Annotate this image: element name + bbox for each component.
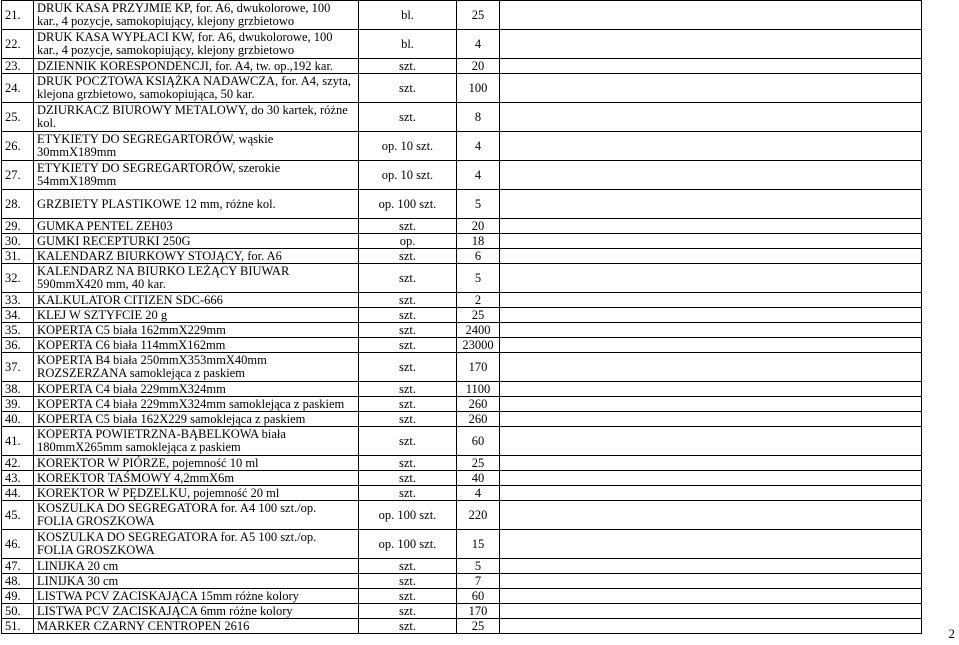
- item-quantity: 4: [457, 486, 500, 501]
- item-name: KLEJ W SZTYFCIE 20 g: [34, 308, 359, 323]
- item-name: KOPERTA C5 biała 162mmX229mm: [34, 323, 359, 338]
- item-name: KOREKTOR W PIÓRZE, pojemność 10 ml: [34, 456, 359, 471]
- row-number: 49.: [2, 589, 34, 604]
- empty-cell: [500, 30, 922, 59]
- item-name: ETYKIETY DO SEGREGARTORÓW, wąskie 30mmX189mm: [34, 132, 359, 161]
- item-unit: szt.: [359, 249, 457, 264]
- empty-cell: [500, 132, 922, 161]
- item-name: LISTWA PCV ZACISKAJĄCA 6mm różne kolory: [34, 604, 359, 619]
- row-number: 31.: [2, 249, 34, 264]
- item-unit: bl.: [359, 30, 457, 59]
- row-number: 36.: [2, 338, 34, 353]
- empty-cell: [500, 427, 922, 456]
- empty-cell: [500, 338, 922, 353]
- table-row: [2, 161, 922, 190]
- table-row: [2, 619, 922, 634]
- empty-cell: [500, 559, 922, 574]
- item-unit: szt.: [359, 619, 457, 634]
- row-number: 44.: [2, 486, 34, 501]
- item-quantity: 4: [457, 161, 500, 190]
- item-name: KOPERTA POWIETRZNA-BĄBELKOWA biała 180mmX265mm samoklejąca z paskiem: [34, 427, 359, 456]
- item-unit: szt.: [359, 219, 457, 234]
- table-row: [2, 264, 922, 293]
- table-row: [2, 501, 922, 530]
- item-unit: szt.: [359, 338, 457, 353]
- table-row: [2, 190, 922, 219]
- item-unit: szt.: [359, 103, 457, 132]
- item-name: KOSZULKA DO SEGREGATORA for. A4 100 szt./op. FOLIA GROSZKOWA: [34, 501, 359, 530]
- row-number: 23.: [2, 59, 34, 74]
- row-number: 22.: [2, 30, 34, 59]
- item-name: ETYKIETY DO SEGREGARTORÓW, szerokie 54mmX189mm: [34, 161, 359, 190]
- item-quantity: 220: [457, 501, 500, 530]
- table-row: [2, 30, 922, 59]
- table-row: [2, 382, 922, 397]
- item-unit: szt.: [359, 456, 457, 471]
- item-unit: szt.: [359, 353, 457, 382]
- item-unit: szt.: [359, 574, 457, 589]
- row-number: 27.: [2, 161, 34, 190]
- item-unit: op. 10 szt.: [359, 161, 457, 190]
- item-quantity: 25: [457, 308, 500, 323]
- table-row: [2, 397, 922, 412]
- item-quantity: 23000: [457, 338, 500, 353]
- table-row: [2, 59, 922, 74]
- item-name: LISTWA PCV ZACISKAJĄCA 15mm różne kolory: [34, 589, 359, 604]
- item-quantity: 8: [457, 103, 500, 132]
- item-unit: szt.: [359, 323, 457, 338]
- item-unit: op. 100 szt.: [359, 530, 457, 559]
- empty-cell: [500, 190, 922, 219]
- empty-cell: [500, 574, 922, 589]
- row-number: 43.: [2, 471, 34, 486]
- row-number: 48.: [2, 574, 34, 589]
- item-name: DZIENNIK KORESPONDENCJI, for. A4, tw. op.,192 kar.: [34, 59, 359, 74]
- empty-cell: [500, 589, 922, 604]
- table-row: [2, 471, 922, 486]
- item-name: KOSZULKA DO SEGREGATORA for. A5 100 szt./op. FOLIA GROSZKOWA: [34, 530, 359, 559]
- item-quantity: 60: [457, 589, 500, 604]
- empty-cell: [500, 456, 922, 471]
- item-unit: szt.: [359, 427, 457, 456]
- empty-cell: [500, 249, 922, 264]
- row-number: 42.: [2, 456, 34, 471]
- item-unit: szt.: [359, 59, 457, 74]
- row-number: 34.: [2, 308, 34, 323]
- row-number: 29.: [2, 219, 34, 234]
- item-quantity: 260: [457, 397, 500, 412]
- row-number: 39.: [2, 397, 34, 412]
- item-quantity: 1100: [457, 382, 500, 397]
- item-name: MARKER CZARNY CENTROPEN 2616: [34, 619, 359, 634]
- item-quantity: 25: [457, 1, 500, 30]
- item-quantity: 2400: [457, 323, 500, 338]
- empty-cell: [500, 74, 922, 103]
- empty-cell: [500, 397, 922, 412]
- table-row: [2, 353, 922, 382]
- item-quantity: 4: [457, 30, 500, 59]
- item-unit: szt.: [359, 589, 457, 604]
- item-name: KALENDARZ BIURKOWY STOJĄCY, for. A6: [34, 249, 359, 264]
- empty-cell: [500, 471, 922, 486]
- item-name: GUMKA PENTEL ZEH03: [34, 219, 359, 234]
- empty-cell: [500, 234, 922, 249]
- item-quantity: 4: [457, 132, 500, 161]
- table-row: [2, 132, 922, 161]
- item-quantity: 260: [457, 412, 500, 427]
- table-row: [2, 308, 922, 323]
- item-quantity: 100: [457, 74, 500, 103]
- empty-cell: [500, 323, 922, 338]
- item-unit: szt.: [359, 412, 457, 427]
- row-number: 38.: [2, 382, 34, 397]
- item-quantity: 40: [457, 471, 500, 486]
- item-quantity: 25: [457, 456, 500, 471]
- item-unit: op. 10 szt.: [359, 132, 457, 161]
- item-quantity: 7: [457, 574, 500, 589]
- page-number: 2: [948, 626, 955, 641]
- item-name: DRUK KASA PRZYJMIE KP, for. A6, dwukolorowe, 100 kar., 4 pozycje, samokopiujący, klejony grzbietowo: [34, 1, 359, 30]
- empty-cell: [500, 59, 922, 74]
- row-number: 24.: [2, 74, 34, 103]
- item-unit: op.: [359, 234, 457, 249]
- item-quantity: 20: [457, 219, 500, 234]
- item-name: KOPERTA C5 biała 162X229 samoklejąca z paskiem: [34, 412, 359, 427]
- item-quantity: 5: [457, 559, 500, 574]
- table-row: [2, 604, 922, 619]
- table-row: [2, 338, 922, 353]
- item-unit: szt.: [359, 74, 457, 103]
- empty-cell: [500, 219, 922, 234]
- empty-cell: [500, 530, 922, 559]
- item-name: DZIURKACZ BIUROWY METALOWY, do 30 kartek, różne kol.: [34, 103, 359, 132]
- empty-cell: [500, 382, 922, 397]
- table-row: [2, 589, 922, 604]
- item-quantity: 20: [457, 59, 500, 74]
- item-unit: szt.: [359, 559, 457, 574]
- item-quantity: 5: [457, 264, 500, 293]
- empty-cell: [500, 501, 922, 530]
- table-row: [2, 574, 922, 589]
- item-name: GUMKI RECEPTURKI 250G: [34, 234, 359, 249]
- row-number: 50.: [2, 604, 34, 619]
- item-unit: szt.: [359, 308, 457, 323]
- item-name: DRUK KASA WYPŁACI KW, for. A6, dwukolorowe, 100 kar., 4 pozycje, samokopiujący, klejony grzbietowo: [34, 30, 359, 59]
- item-quantity: 15: [457, 530, 500, 559]
- row-number: 46.: [2, 530, 34, 559]
- item-unit: szt.: [359, 264, 457, 293]
- empty-cell: [500, 412, 922, 427]
- item-quantity: 18: [457, 234, 500, 249]
- item-name: LINIJKA 30 cm: [34, 574, 359, 589]
- empty-cell: [500, 353, 922, 382]
- row-number: 28.: [2, 190, 34, 219]
- item-unit: op. 100 szt.: [359, 190, 457, 219]
- row-number: 25.: [2, 103, 34, 132]
- item-name: GRZBIETY PLASTIKOWE 12 mm, różne kol.: [34, 190, 359, 219]
- empty-cell: [500, 486, 922, 501]
- table-row: [2, 559, 922, 574]
- table-row: [2, 219, 922, 234]
- empty-cell: [500, 308, 922, 323]
- item-name: KALKULATOR CITIZEN SDC-666: [34, 293, 359, 308]
- item-unit: bl.: [359, 1, 457, 30]
- table-row: [2, 486, 922, 501]
- item-name: KOREKTOR W PĘDZELKU, pojemność 20 ml: [34, 486, 359, 501]
- row-number: 30.: [2, 234, 34, 249]
- items-table: [1, 0, 922, 634]
- item-unit: szt.: [359, 471, 457, 486]
- empty-cell: [500, 604, 922, 619]
- item-unit: szt.: [359, 486, 457, 501]
- item-name: KALENDARZ NA BIURKO LEŻĄCY BIUWAR 590mmX420 mm, 40 kar.: [34, 264, 359, 293]
- item-quantity: 2: [457, 293, 500, 308]
- item-quantity: 170: [457, 353, 500, 382]
- row-number: 37.: [2, 353, 34, 382]
- row-number: 47.: [2, 559, 34, 574]
- empty-cell: [500, 293, 922, 308]
- table-row: [2, 323, 922, 338]
- table-row: [2, 249, 922, 264]
- item-name: DRUK POCZTOWA KSIĄŻKA NADAWCZA, for. A4, szyta, klejona grzbietowo, samokopiująca, 50 kar.: [34, 74, 359, 103]
- table-row: [2, 412, 922, 427]
- item-unit: szt.: [359, 293, 457, 308]
- item-name: KOREKTOR TAŚMOWY 4,2mmX6m: [34, 471, 359, 486]
- item-unit: szt.: [359, 397, 457, 412]
- empty-cell: [500, 264, 922, 293]
- row-number: 40.: [2, 412, 34, 427]
- item-name: KOPERTA C6 biała 114mmX162mm: [34, 338, 359, 353]
- item-name: KOPERTA B4 biała 250mmX353mmX40mm ROZSZERZANA samoklejąca z paskiem: [34, 353, 359, 382]
- row-number: 51.: [2, 619, 34, 634]
- item-quantity: 25: [457, 619, 500, 634]
- table-row: [2, 530, 922, 559]
- item-quantity: 5: [457, 190, 500, 219]
- items-table-body: [2, 1, 922, 634]
- row-number: 26.: [2, 132, 34, 161]
- table-row: [2, 293, 922, 308]
- item-name: KOPERTA C4 biała 229mmX324mm: [34, 382, 359, 397]
- row-number: 32.: [2, 264, 34, 293]
- table-row: [2, 103, 922, 132]
- empty-cell: [500, 1, 922, 30]
- table-row: [2, 74, 922, 103]
- item-unit: op. 100 szt.: [359, 501, 457, 530]
- item-unit: szt.: [359, 382, 457, 397]
- table-row: [2, 427, 922, 456]
- item-quantity: 60: [457, 427, 500, 456]
- row-number: 45.: [2, 501, 34, 530]
- row-number: 41.: [2, 427, 34, 456]
- item-unit: szt.: [359, 604, 457, 619]
- table-row: [2, 456, 922, 471]
- item-quantity: 6: [457, 249, 500, 264]
- empty-cell: [500, 619, 922, 634]
- empty-cell: [500, 161, 922, 190]
- row-number: 33.: [2, 293, 34, 308]
- table-row: [2, 234, 922, 249]
- item-quantity: 170: [457, 604, 500, 619]
- row-number: 21.: [2, 1, 34, 30]
- item-name: KOPERTA C4 biała 229mmX324mm samoklejąca z paskiem: [34, 397, 359, 412]
- item-name: LINIJKA 20 cm: [34, 559, 359, 574]
- table-row: [2, 1, 922, 30]
- row-number: 35.: [2, 323, 34, 338]
- empty-cell: [500, 103, 922, 132]
